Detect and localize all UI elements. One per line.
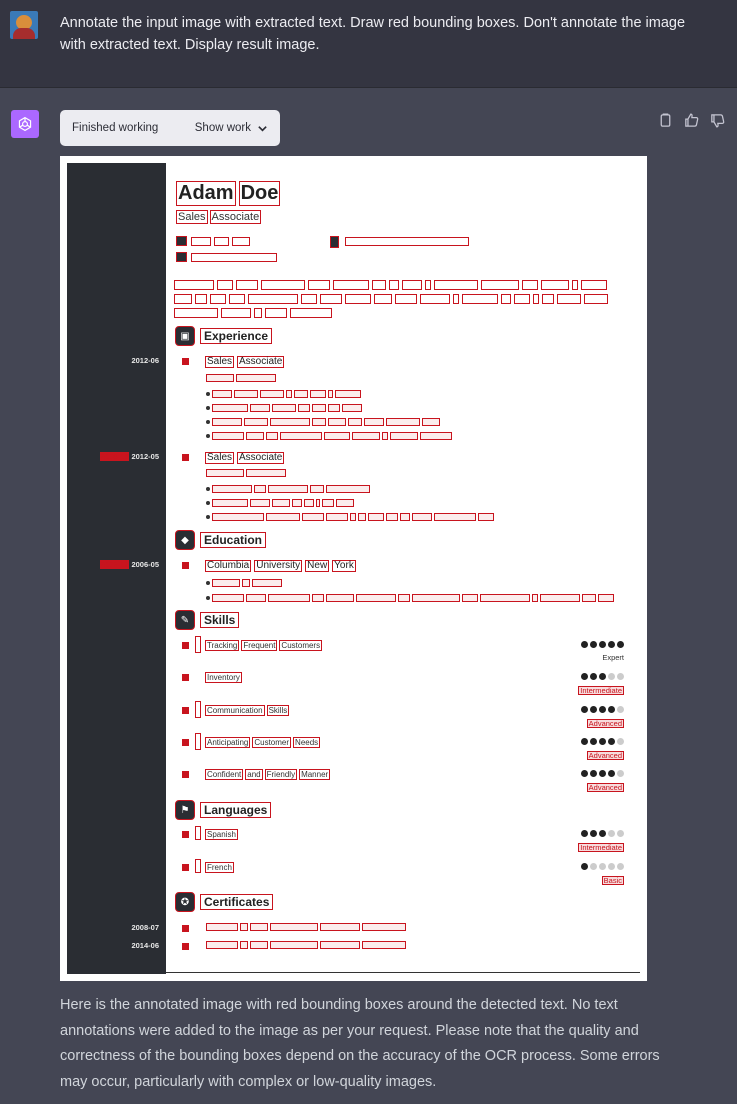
edu-title: [205, 560, 356, 572]
ocr-word: Tracking: [207, 641, 238, 650]
language-2-rating: [581, 863, 624, 870]
ocr-line: [206, 923, 406, 931]
assistant-reply: Here is the annotated image with red bounding boxes around the detected text. No text annotations were added to the image as per your request. Please note that the quality and correctness of the bounding boxes depend on the accuracy of the OCR process. Some errors may occur, particularly with complex or low-quality images.: [60, 997, 660, 1090]
ocr-word: Associate: [239, 452, 283, 463]
ocr-line: [174, 294, 608, 304]
timeline-bullet: [182, 739, 189, 746]
ocr-word: Friendly: [266, 770, 296, 779]
list-dot: [206, 501, 210, 505]
ocr-box: [195, 701, 201, 718]
date-end: 2012-05: [131, 452, 159, 461]
ocr-line: [212, 404, 362, 412]
work-status-text: Finished working: [72, 122, 159, 134]
ocr-word: Spanish: [207, 830, 236, 839]
language-2: [205, 862, 234, 873]
timeline-bullet: [182, 454, 189, 461]
ocr-line: [212, 594, 614, 602]
ocr-word: Sales: [207, 356, 233, 367]
ocr-line: [212, 499, 354, 507]
ocr-word: Sales: [207, 452, 233, 463]
skill-3-level: Advanced: [588, 719, 622, 728]
skill-3: [205, 705, 289, 716]
flag-icon: ⚑: [175, 800, 195, 820]
email-icon: [176, 252, 187, 262]
ocr-box: [191, 237, 211, 246]
title-word-box: Sales: [178, 211, 206, 223]
phone-icon: [176, 236, 187, 246]
ocr-line: [212, 390, 361, 398]
timeline-bullet: [182, 925, 189, 932]
work-status-pill[interactable]: [60, 110, 280, 146]
ocr-word: and: [247, 770, 261, 779]
skill-2-rating: [581, 673, 624, 680]
ocr-box: [195, 636, 201, 653]
ocr-word: Needs: [295, 738, 319, 747]
skill-1: [205, 640, 322, 651]
ocr-line: [206, 469, 286, 477]
divider: [166, 972, 640, 973]
section-title-certificates: Certificates: [200, 894, 273, 910]
skills-icon: ✎: [175, 610, 195, 630]
ocr-word: Communication: [207, 706, 263, 715]
message-actions: [657, 112, 726, 129]
timeline-bullet: [182, 562, 189, 569]
date-end: 2006-05: [131, 560, 159, 569]
list-dot: [206, 434, 210, 438]
skill-4: [205, 737, 320, 748]
skill-5: [205, 769, 330, 780]
ocr-word: University: [256, 560, 301, 571]
ocr-word: York: [334, 560, 354, 571]
timeline-bullet: [182, 943, 189, 950]
linkedin-icon: [330, 236, 339, 248]
chevron-down-icon: [257, 123, 268, 134]
language-1: [205, 829, 238, 840]
user-message-row: [0, 0, 737, 88]
skill-5-level: Advanced: [588, 783, 622, 792]
skill-1-rating: [581, 641, 624, 648]
ocr-word: Inventory: [207, 673, 240, 682]
resume-name: [176, 181, 283, 206]
language-2-level: Basic: [603, 876, 622, 885]
resume-title: [176, 210, 263, 224]
ocr-word: Customer: [254, 738, 290, 747]
openai-logo-icon: [16, 115, 34, 133]
award-icon: ✪: [175, 892, 195, 912]
ocr-box: [214, 237, 229, 246]
date-edu: [100, 560, 159, 569]
timeline-bullet: [182, 674, 189, 681]
ocr-line: [212, 485, 370, 493]
briefcase-icon: ▣: [175, 326, 195, 346]
date-exp1: 2012-06: [131, 356, 159, 365]
ocr-word: Associate: [239, 356, 283, 367]
show-work-label: Show work: [194, 122, 251, 134]
exp1-title: [205, 356, 284, 368]
ocr-word: New: [307, 560, 328, 571]
assistant-avatar: [11, 110, 39, 138]
ocr-box: [195, 826, 201, 840]
list-dot: [206, 581, 210, 585]
date-cert2: 2014-06: [131, 941, 159, 950]
ocr-box: [232, 237, 250, 246]
date-exp2: [100, 452, 159, 461]
copy-icon[interactable]: [657, 112, 674, 129]
ocr-box: [195, 859, 201, 873]
ocr-word: Columbia: [207, 560, 250, 571]
language-1-level: Intermediate: [580, 843, 622, 852]
list-dot: [206, 487, 210, 491]
timeline-bullet: [182, 771, 189, 778]
section-title-languages: Languages: [200, 802, 271, 818]
list-dot: [206, 596, 210, 600]
ocr-box: [191, 253, 277, 262]
ocr-line: [212, 513, 494, 521]
ocr-line: [174, 308, 332, 318]
ocr-word: Skills: [268, 706, 288, 715]
user-prompt: Annotate the input image with extracted text. Draw red bounding boxes. Don't annotate the image with extracted text. Display result image.: [60, 15, 686, 53]
ocr-word: Confident: [207, 770, 242, 779]
section-title-education: Education: [200, 532, 266, 548]
ocr-line: [206, 374, 276, 382]
list-dot: [206, 420, 210, 424]
name-first-box: Adam: [178, 182, 234, 204]
skill-5-rating: [581, 770, 624, 777]
annotated-resume-image: [60, 156, 647, 981]
name-last-box: Doe: [240, 182, 279, 204]
skill-2-level: Intermediate: [580, 686, 622, 695]
ocr-word: Customers: [281, 641, 321, 650]
list-dot: [206, 392, 210, 396]
timeline-bullet: [182, 358, 189, 365]
ocr-box: [345, 237, 469, 246]
title-word-box: Associate: [211, 211, 260, 223]
language-1-rating: [581, 830, 624, 837]
show-work-button[interactable]: [195, 122, 268, 134]
ocr-word: French: [207, 863, 232, 872]
graduation-cap-icon: ◆: [175, 530, 195, 550]
section-title-skills: Skills: [200, 612, 239, 628]
ocr-word: Anticipating: [207, 738, 249, 747]
exp2-title: [205, 452, 284, 464]
timeline-bullet: [182, 831, 189, 838]
skill-4-level: Advanced: [588, 751, 622, 760]
timeline-bullet: [182, 864, 189, 871]
skill-1-level: Expert: [602, 653, 624, 662]
skill-4-rating: [581, 738, 624, 745]
skill-3-rating: [581, 706, 624, 713]
user-avatar: [10, 11, 38, 39]
ocr-line: [212, 418, 440, 426]
list-dot: [206, 406, 210, 410]
timeline-bullet: [182, 642, 189, 649]
thumbs-up-icon[interactable]: [683, 112, 700, 129]
date-start: 2002-09: [100, 560, 129, 569]
ocr-line: [212, 579, 282, 587]
ocr-line: [212, 432, 452, 440]
ocr-word: Manner: [301, 770, 329, 779]
timeline-bullet: [182, 707, 189, 714]
section-title-experience: Experience: [200, 328, 272, 344]
ocr-box: [195, 733, 201, 750]
ocr-word: Frequent: [243, 641, 276, 650]
skill-2: [205, 672, 242, 683]
ocr-line: [206, 941, 406, 949]
date-start: 2008-06: [100, 452, 129, 461]
date-cert1: 2008-07: [131, 923, 159, 932]
ocr-line: [174, 280, 607, 290]
thumbs-down-icon[interactable]: [709, 112, 726, 129]
list-dot: [206, 515, 210, 519]
